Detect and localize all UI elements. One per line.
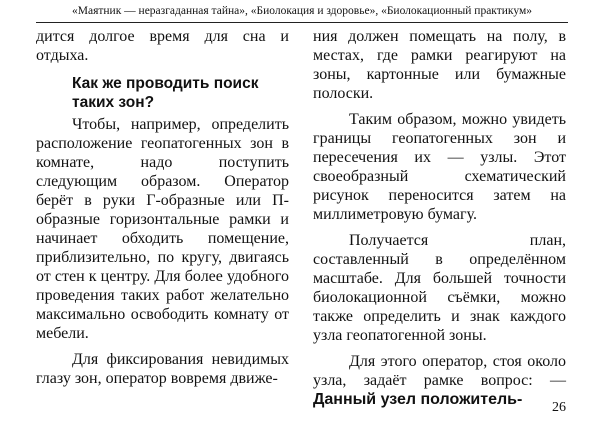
right-column xyxy=(313,27,566,409)
left-paragraph-1: дится долгое время для сна и отдыха. xyxy=(36,28,289,64)
right-paragraph-4 xyxy=(313,352,566,409)
right-paragraph-3: Получается план, составленный в определённом масштабе. Для большей точности биолокационной съёмки, можно также определить и знак каждого узла геопатогенной зоны. xyxy=(313,232,566,344)
right-paragraph-1: ния должен помещать на полу, в местах, где рамки реагируют на зоны, картонные или бумажные полоски. xyxy=(313,28,566,102)
left-paragraph-3: Для фиксирования невидимых глазу зон, оператор вовремя движе- xyxy=(36,351,289,387)
section-heading: Как же проводить поиск таких зон? xyxy=(72,75,259,111)
running-header: «Маятник — неразгаданная тайна», «Биолокация и здоровье», «Биолокационный практикум» xyxy=(36,4,568,23)
right-paragraph-4-bold: Данный узел положитель- xyxy=(313,391,523,408)
left-paragraph-2: Чтобы, например, определить расположение геопатогенных зон в комнате, надо поступить следующим образом. Оператор берёт в руки Г-образные или П-образные горизонтальные рамки и начинает обходить помещение, приблизительно, по кругу, двигаясь от стен к центру. Для более удобного проведения таких работ желательно максимально освободить комнату от мебели. xyxy=(36,116,289,342)
right-paragraph-4-text: Для этого оператор, стоя около узла, задаёт рамке вопрос: — xyxy=(313,353,566,389)
left-column xyxy=(36,27,289,388)
page-number: 26 xyxy=(552,400,566,415)
right-paragraph-2: Таким образом, можно увидеть границы геопатогенных зон и пересечения их — узлы. Этот своеобразный схематический рисунок переносится затем на миллиметровую бумагу. xyxy=(313,111,566,223)
